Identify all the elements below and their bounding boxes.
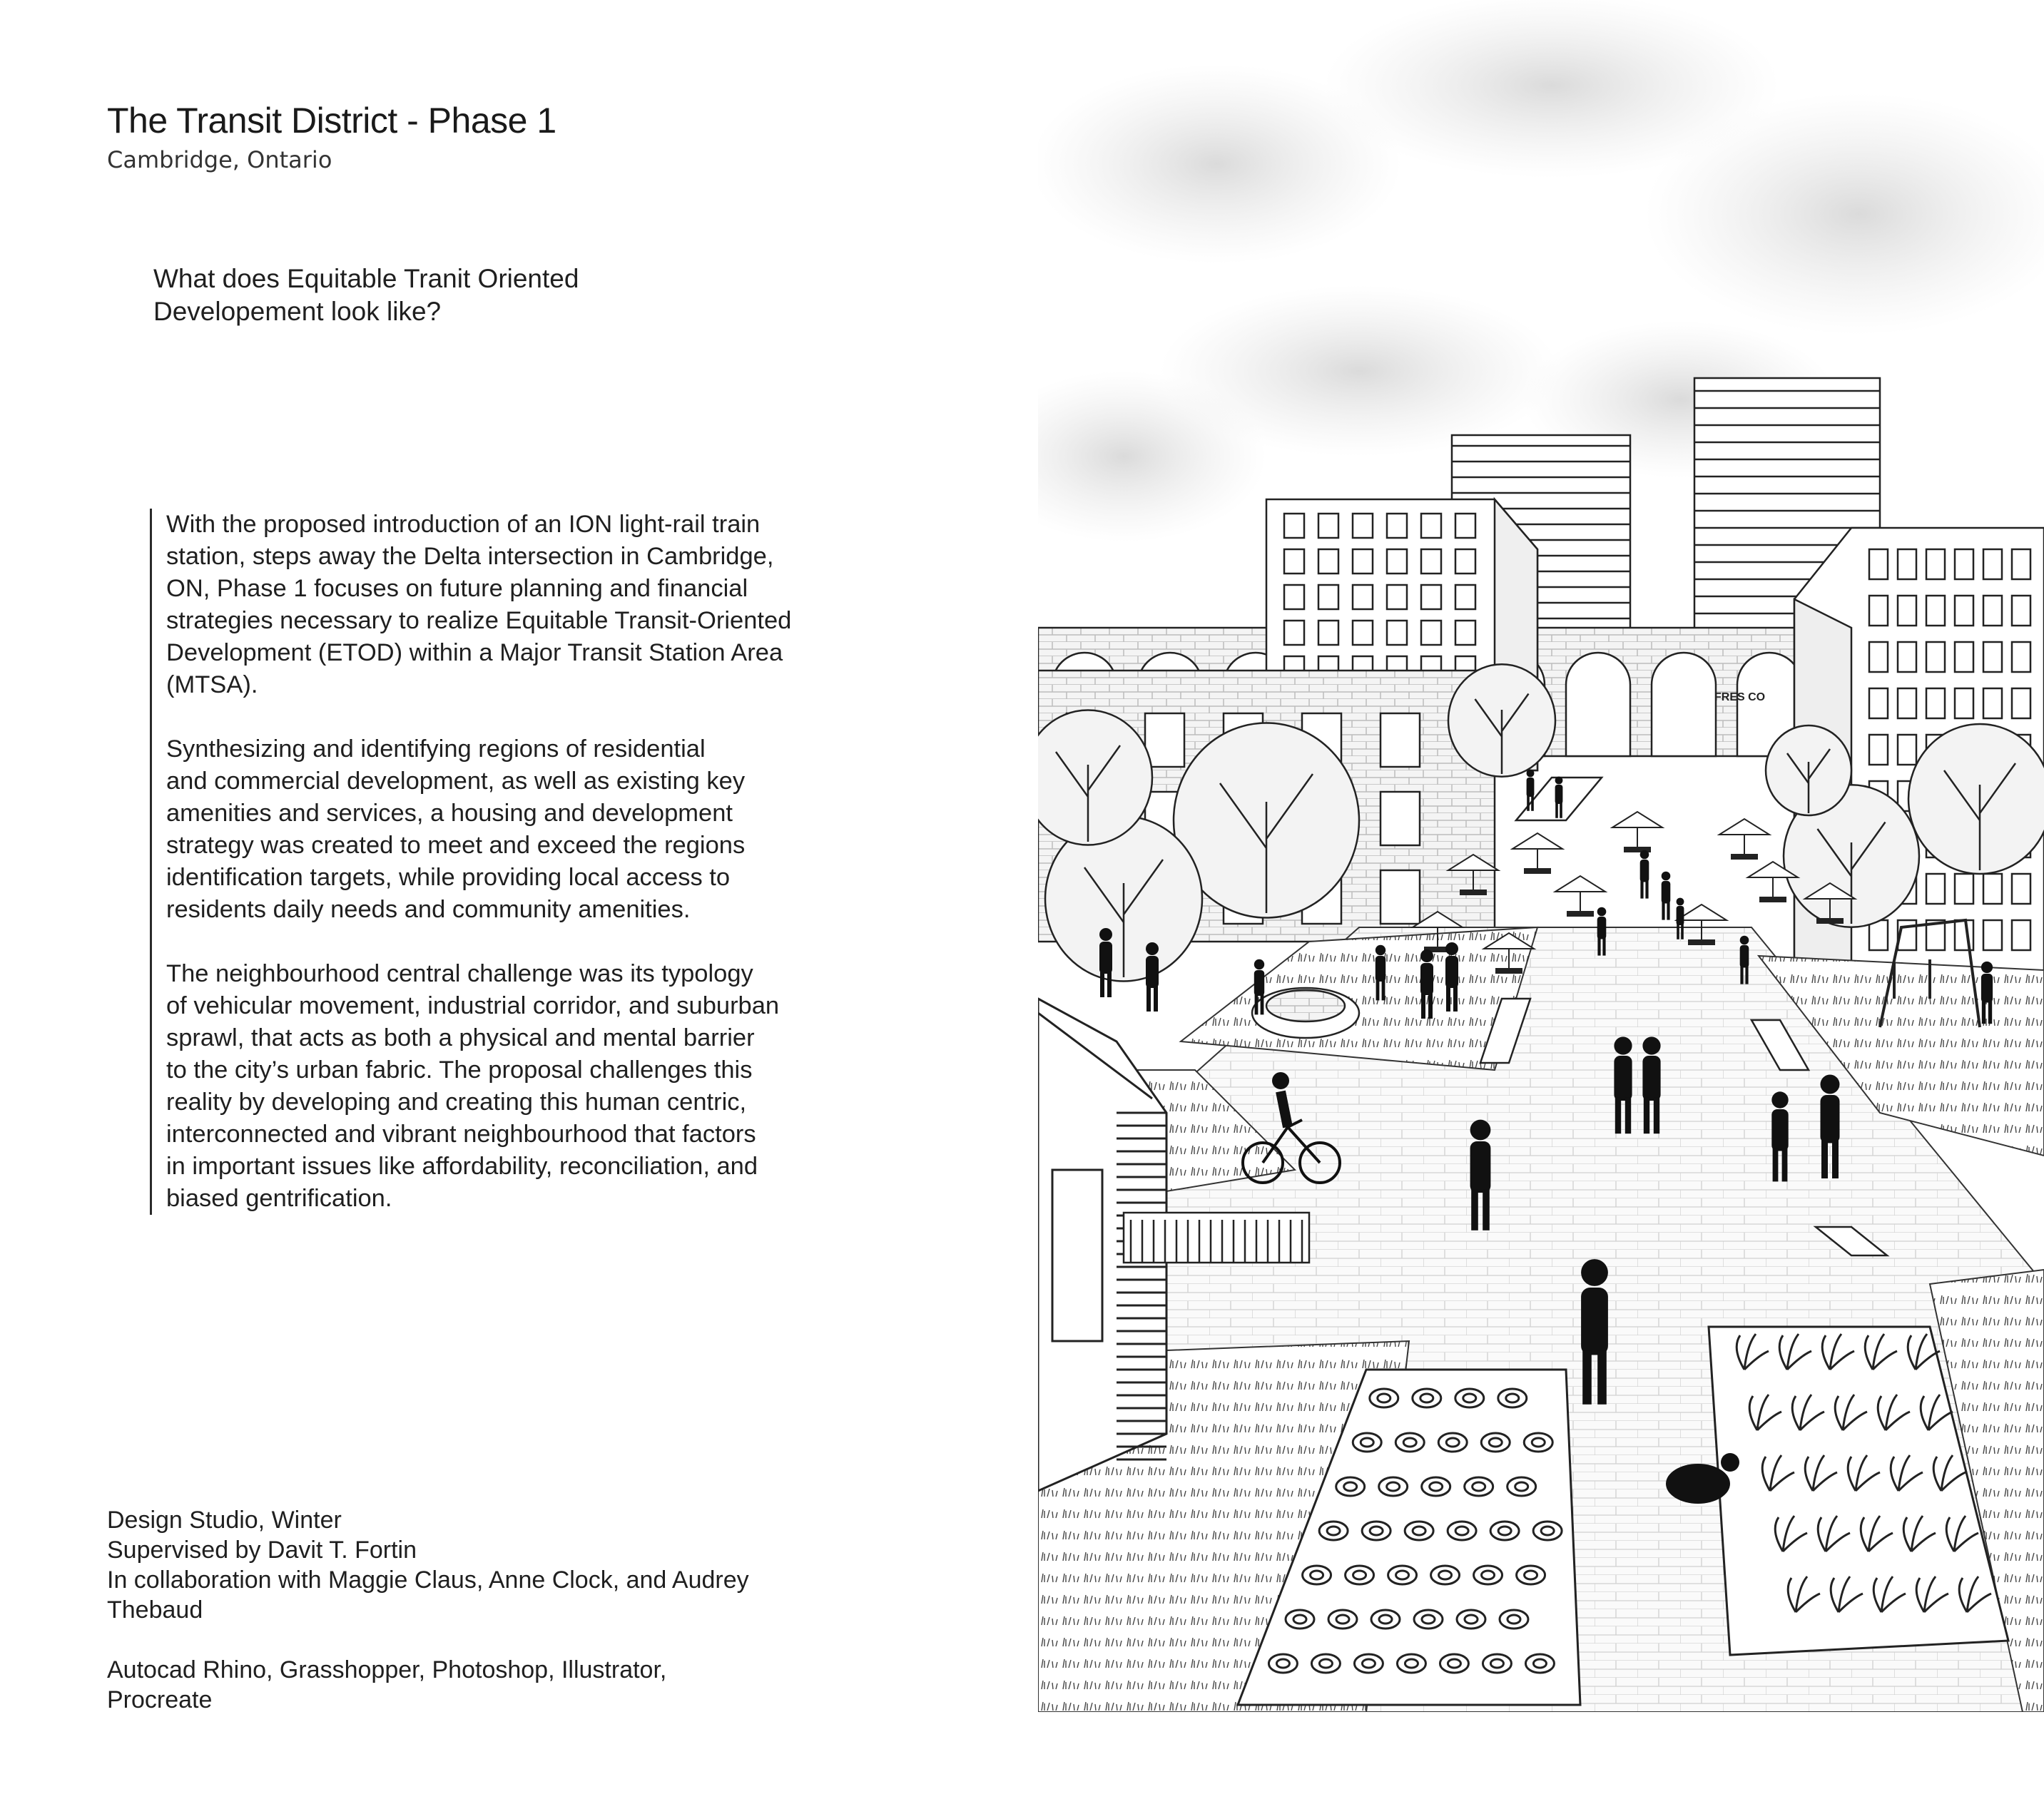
question-line: Developement look like? (153, 297, 442, 326)
window (1983, 874, 2002, 904)
window (1455, 549, 1475, 574)
person-leg (1821, 1140, 1828, 1178)
paragraph-line: strategies necessary to realize Equitable Transit-Oriented (166, 607, 792, 634)
window (1869, 596, 1888, 626)
window (2012, 920, 2030, 950)
cafe-table (1732, 855, 1757, 859)
paragraph-line: residents daily needs and community amenities. (166, 896, 691, 923)
person-leg (1100, 972, 1104, 997)
paragraph-line: strategy was created to meet and exceed the regions (166, 832, 746, 859)
paragraph-line: reality by developing and creating this human centric, (166, 1089, 747, 1116)
person-body (1981, 974, 1993, 1003)
cabbage (1362, 1522, 1390, 1540)
cabbage (1414, 1610, 1443, 1629)
window (1318, 549, 1338, 574)
window (1983, 920, 2002, 950)
cabbage (1457, 1610, 1485, 1629)
cabbage (1328, 1610, 1357, 1629)
cafe-table (1689, 940, 1714, 944)
person-head (1821, 1075, 1840, 1094)
window (1898, 549, 1916, 579)
person-head (1420, 949, 1433, 962)
person-leg (1602, 937, 1605, 955)
window (1387, 514, 1407, 538)
cabbage (1303, 1566, 1331, 1584)
cafe-table (1817, 919, 1843, 923)
cabbage (1483, 1654, 1511, 1673)
person-leg (1146, 986, 1151, 1012)
umbrella (1677, 905, 1727, 920)
person-head (1146, 942, 1159, 955)
paragraph-line: The neighbourhood central challenge was its typology (166, 960, 753, 987)
person-body (1555, 785, 1563, 804)
person-leg (1597, 937, 1600, 955)
window (1926, 642, 1945, 672)
window (2012, 549, 2030, 579)
window (1387, 621, 1407, 645)
person-leg (1107, 972, 1112, 997)
window (1318, 585, 1338, 609)
person-leg (1527, 795, 1530, 811)
window (1869, 642, 1888, 672)
person-leg (1988, 1001, 1992, 1024)
window (1353, 621, 1373, 645)
window (1898, 735, 1916, 765)
window (1955, 549, 1973, 579)
window (2012, 596, 2030, 626)
person-leg (1483, 1189, 1490, 1230)
cabbage (1481, 1433, 1510, 1452)
cabbage (1498, 1389, 1527, 1407)
person-leg (1582, 1350, 1592, 1405)
cabbage (1354, 1654, 1383, 1673)
paragraph-line: amenities and services, a housing and development (166, 800, 733, 827)
person-leg (1555, 802, 1558, 818)
window (1955, 874, 1973, 904)
window (1455, 621, 1475, 645)
window (1421, 585, 1441, 609)
cafe-table (1567, 912, 1593, 916)
window (1983, 688, 2002, 718)
person-head (1254, 959, 1264, 969)
window (1869, 688, 1888, 718)
description-paragraph-3 (166, 958, 880, 1215)
window (1381, 713, 1420, 767)
cabbage (1395, 1433, 1424, 1452)
person-body (1640, 860, 1649, 882)
person-head (1470, 1120, 1491, 1141)
person-leg (1677, 924, 1679, 939)
paragraph-line: in important issues like affordability, reconciliation, and (166, 1153, 758, 1180)
cabbage (1438, 1433, 1467, 1452)
person-body (1821, 1095, 1840, 1143)
cafe-table (1525, 869, 1550, 873)
cabbage (1405, 1522, 1433, 1540)
person-head (1662, 872, 1671, 881)
cabbage (1413, 1389, 1441, 1407)
window (1381, 792, 1420, 845)
window (2012, 642, 2030, 672)
person-leg (1428, 993, 1433, 1019)
person-head (1614, 1036, 1632, 1054)
window (1381, 870, 1420, 924)
cabbage (1431, 1566, 1460, 1584)
window (1455, 585, 1475, 609)
cabbage (1517, 1566, 1545, 1584)
paragraph-line: identification targets, while providing local access to (166, 864, 731, 891)
person-body (1581, 1288, 1608, 1355)
window (1926, 874, 1945, 904)
paragraph-line: interconnected and vibrant neighbourhood that factors (166, 1121, 756, 1148)
window (1145, 713, 1184, 767)
window (1353, 514, 1373, 538)
cabbage (1268, 1654, 1297, 1673)
person-body (1662, 881, 1671, 904)
window (1983, 549, 2002, 579)
person-head (1640, 850, 1649, 860)
collaboration-credit: Thebaud (107, 1596, 203, 1624)
cabbage (1319, 1522, 1348, 1540)
window (1318, 514, 1338, 538)
project-location: Cambridge, Ontario (107, 146, 332, 173)
description-paragraph-2 (166, 733, 880, 926)
person-head (1597, 907, 1607, 917)
person-body (1740, 945, 1749, 968)
person-body (1420, 963, 1433, 995)
person-leg (1376, 980, 1380, 1001)
window (1284, 621, 1304, 645)
person-leg (1471, 1189, 1478, 1230)
person-leg (1382, 980, 1385, 1001)
person-body (1146, 956, 1159, 988)
window (1955, 642, 1973, 672)
person-leg (1662, 902, 1664, 919)
cabbage (1525, 1654, 1554, 1673)
paragraph-line: Synthesizing and identifying regions of residential (166, 735, 706, 763)
person-body (1376, 956, 1385, 982)
cabbage (1388, 1566, 1417, 1584)
person-head (1099, 928, 1112, 941)
cabbage (1500, 1610, 1528, 1629)
gardener-body (1666, 1464, 1730, 1504)
credits-spacer (107, 1625, 963, 1655)
window (1898, 688, 1916, 718)
person-leg (1773, 1148, 1779, 1182)
arch (1566, 653, 1630, 756)
person-leg (1681, 924, 1684, 939)
seating-circle (1252, 988, 1359, 1038)
paragraph-line: (MTSA). (166, 671, 258, 698)
cabbage (1311, 1654, 1340, 1673)
arch (1652, 653, 1716, 756)
window (1421, 514, 1441, 538)
person-leg (1453, 986, 1458, 1012)
person-body (1614, 1056, 1632, 1101)
person-leg (1640, 880, 1643, 898)
person-head (1527, 770, 1535, 778)
course-credit: Design Studio, Winter (107, 1507, 342, 1534)
umbrella (1512, 833, 1562, 849)
window (1318, 621, 1338, 645)
person-leg (1832, 1140, 1839, 1178)
window (1869, 549, 1888, 579)
person-head (1771, 1091, 1788, 1108)
person-leg (1597, 1350, 1607, 1405)
streetscape-illustration (1038, 0, 2044, 1712)
shop-sign: FRES CO (1714, 691, 1766, 703)
cafe-table (1760, 897, 1786, 902)
window (1983, 642, 2002, 672)
umbrella (1719, 819, 1769, 835)
cabbage (1370, 1389, 1398, 1407)
person-leg (1982, 1001, 1985, 1024)
window (1926, 596, 1945, 626)
window (2012, 688, 2030, 718)
person-leg (1625, 1098, 1631, 1133)
window (1387, 585, 1407, 609)
cabbage (1346, 1566, 1374, 1584)
paragraph-line: With the proposed introduction of an ION light-rail train (166, 511, 761, 538)
paragraph-line: to the city’s urban fabric. The proposal challenges this (166, 1056, 753, 1084)
person-leg (1782, 1148, 1788, 1182)
window (1926, 688, 1945, 718)
window (1926, 549, 1945, 579)
window (1898, 642, 1916, 672)
person-leg (1654, 1098, 1659, 1133)
cabbage (1524, 1433, 1552, 1452)
window (1955, 596, 1973, 626)
cabbage (1397, 1654, 1425, 1673)
person-body (1254, 970, 1264, 996)
cabbage (1465, 1477, 1493, 1496)
person-body (1597, 917, 1607, 939)
person-leg (1255, 994, 1259, 1015)
window (1284, 514, 1304, 538)
window (1353, 585, 1373, 609)
person-head (1981, 962, 1993, 973)
window (1983, 596, 2002, 626)
software-credit: Procreate (107, 1686, 213, 1713)
umbrella (1555, 876, 1605, 892)
project-title: The Transit District - Phase 1 (107, 101, 556, 141)
cabbage (1371, 1610, 1400, 1629)
cabbage (1533, 1522, 1562, 1540)
window (1421, 621, 1441, 645)
person-leg (1644, 1098, 1649, 1133)
person-body (1470, 1141, 1491, 1193)
person-head (1445, 942, 1458, 955)
description-paragraph-1 (166, 509, 880, 701)
gardener-head (1721, 1453, 1739, 1472)
fence (1124, 1213, 1309, 1263)
cafe-table (1460, 890, 1486, 895)
person-leg (1261, 994, 1264, 1015)
person-body (1527, 778, 1535, 797)
window (2012, 874, 2030, 904)
collaboration-credit: In collaboration with Maggie Claus, Anne Clock, and Audrey (107, 1566, 749, 1594)
person-head (1581, 1259, 1608, 1286)
window (1284, 585, 1304, 609)
window (1284, 549, 1304, 574)
person-leg (1446, 986, 1450, 1012)
cabbage (1379, 1477, 1408, 1496)
person-body (1771, 1109, 1788, 1151)
person-head (1642, 1036, 1660, 1054)
tree-canopy (1908, 724, 2044, 874)
person-leg (1667, 902, 1669, 919)
person-body (1677, 906, 1684, 925)
window (1869, 735, 1888, 765)
project-credits (107, 1505, 963, 1715)
window (1898, 596, 1916, 626)
paragraph-line: Development (ETOD) within a Major Transit Station Area (166, 639, 783, 666)
paragraph-line: station, steps away the Delta intersection in Cambridge, (166, 543, 774, 570)
paragraph-line: biased gentrification. (166, 1185, 392, 1212)
person-head (1740, 936, 1749, 945)
window (1353, 549, 1373, 574)
paragraph-line: sprawl, that acts as both a physical and mental barrier (166, 1024, 755, 1051)
paragraph-line: and commercial development, as well as existing key (166, 768, 746, 795)
person-leg (1421, 993, 1425, 1019)
umbrella (1612, 812, 1662, 827)
person-body (1445, 956, 1458, 988)
paragraph-line: ON, Phase 1 focuses on future planning and financial (166, 575, 748, 602)
illustration-canvas (1038, 0, 2044, 1712)
cabbage (1455, 1389, 1484, 1407)
window (1387, 549, 1407, 574)
cabbage (1336, 1477, 1365, 1496)
supervisor-credit: Supervised by Davit T. Fortin (107, 1537, 417, 1564)
window (1455, 514, 1475, 538)
person-leg (1560, 802, 1562, 818)
person-leg (1740, 966, 1743, 984)
cafe-table (1496, 969, 1522, 973)
guiding-question (153, 263, 653, 328)
person-head (1677, 898, 1684, 906)
person-head (1376, 945, 1385, 955)
person-leg (1531, 795, 1534, 811)
window (1421, 549, 1441, 574)
cabbage (1448, 1522, 1476, 1540)
cabbage (1474, 1566, 1503, 1584)
cabbage (1440, 1654, 1468, 1673)
question-line: What does Equitable Tranit Oriented (153, 264, 579, 293)
person-leg (1615, 1098, 1621, 1133)
cabbage (1490, 1522, 1519, 1540)
person-body (1642, 1056, 1660, 1101)
paragraph-line: of vehicular movement, industrial corridor, and suburban (166, 992, 780, 1019)
cabbage (1353, 1433, 1381, 1452)
window (1955, 920, 1973, 950)
person-head (1555, 777, 1563, 785)
person-body (1099, 942, 1112, 974)
project-description (150, 509, 880, 1215)
person-leg (1745, 966, 1748, 984)
cabbage (1507, 1477, 1536, 1496)
software-credit: Autocad Rhino, Grasshopper, Photoshop, Illustrator, (107, 1656, 667, 1683)
cabbage (1286, 1610, 1314, 1629)
window (1955, 688, 1973, 718)
cabbage (1422, 1477, 1450, 1496)
person-leg (1645, 880, 1648, 898)
person-leg (1154, 986, 1158, 1012)
